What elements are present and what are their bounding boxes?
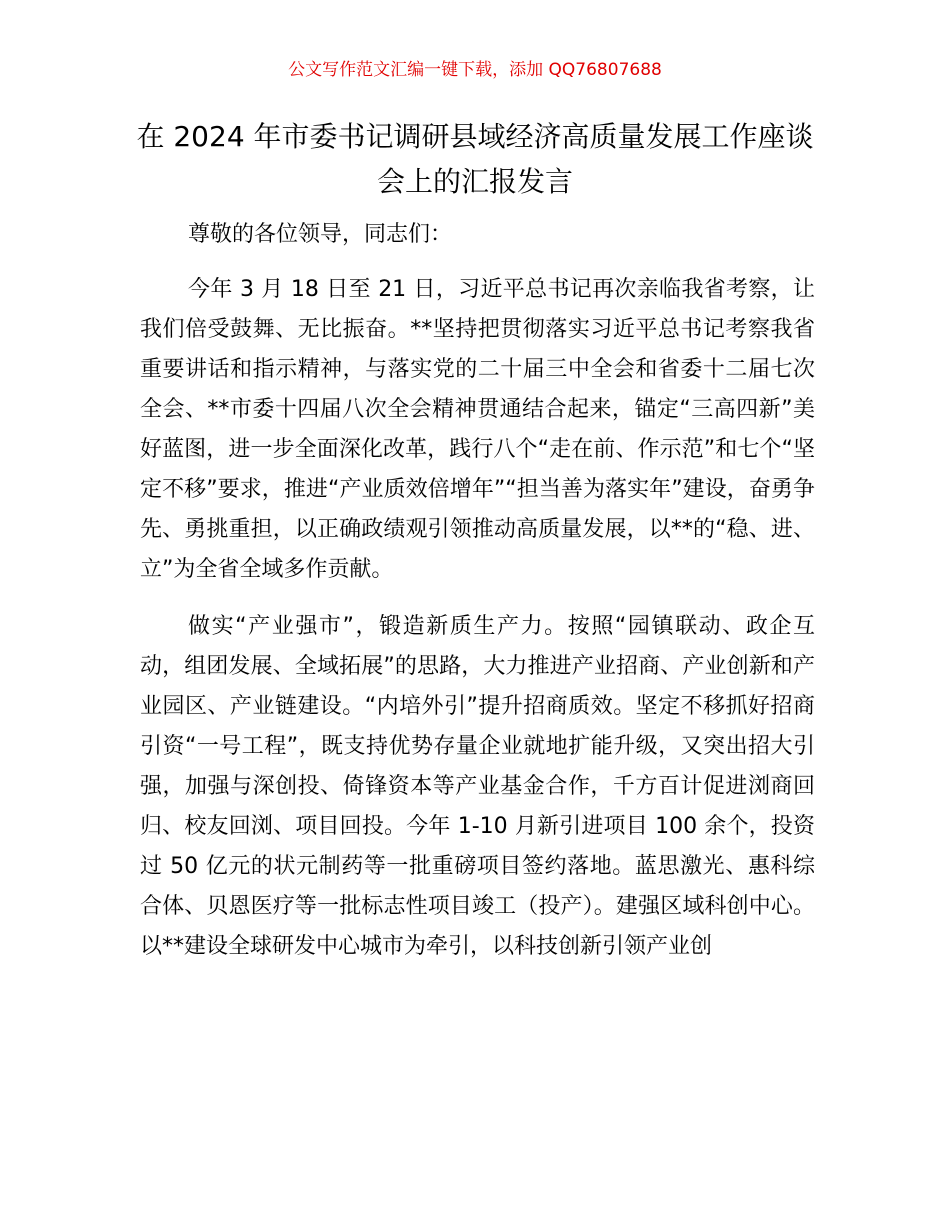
paragraph-industry: 做实“产业强市”，锻造新质生产力。按照“园镇联动、政企互动，组团发展、全域拓展”的思路，大力推进产业招商、产业创新和产业园区、产业链建设。“内培外引”提升招商质效。坚定不移抓好招商引资“一号工程”，既支持优势存量企业就地扩能升级，又突出招大引强，加强与深创投、倚锋资本等产业基金合作，千方百计促进浏商回归、校友回浏、项目回投。今年 1-10 月新引进项目 100 余个，投资过 50 亿元的状元制药等一批重磅项目签约落地。蓝思激光、惠科综合体、贝恩医疗等一批标志性项目竣工（投产）。建强区域科创中心。以**建设全球研发中心城市为牵引，以科技创新引领产业创 <box>140 614 815 959</box>
paragraph-opening: 今年 3 月 18 日至 21 日，习近平总书记再次亲临我省考察，让我们倍受鼓舞、无比振奋。**坚持把贯彻落实习近平总书记考察我省重要讲话和指示精神，与落实党的二十届三中全会和省委十二届七次全会、**市委十四届八次全会精神贯通结合起来，锚定“三高四新”美好蓝图，进一步全面深化改革，践行八个“走在前、作示范”和七个“坚定不移”要求，推进“产业质效倍增年”“担当善为落实年”建设，奋勇争先、勇挑重担，以正确政绩观引领推动高质量发展，以**的“稳、进、立”为全省全域多作贡献。 <box>140 277 815 582</box>
watermark-header: 公文写作范文汇编一键下载，添加 QQ76807688 <box>288 60 662 80</box>
document-title: 在 2024 年市委书记调研县域经济高质量发展工作座谈会上的汇报发言 <box>136 120 814 198</box>
salutation: 尊敬的各位领导，同志们： <box>188 222 453 247</box>
document-body <box>140 216 815 984</box>
